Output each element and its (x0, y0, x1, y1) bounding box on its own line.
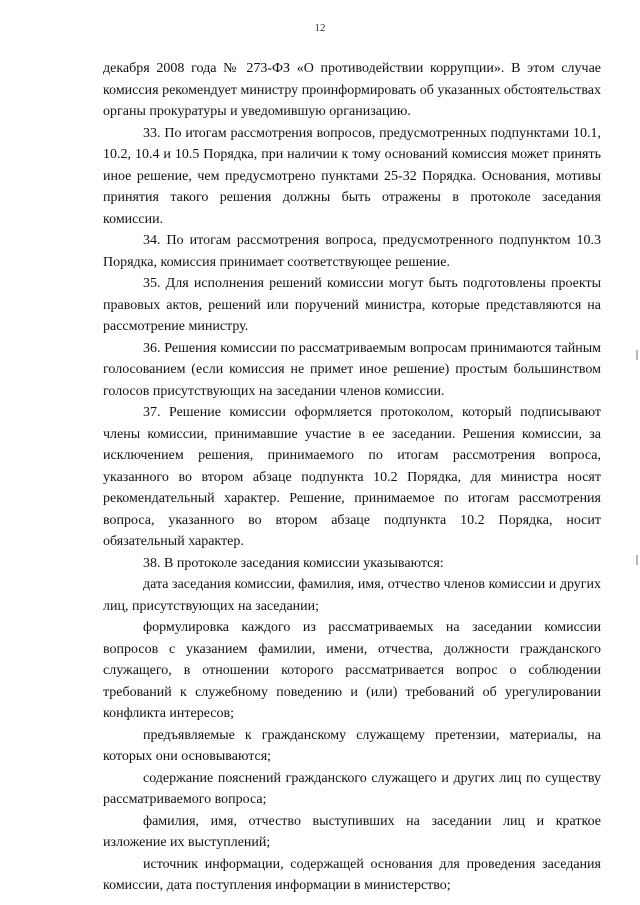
paragraph-36: 36. Решения комиссии по рассматриваемым вопросам принимаются тайным голосованием (если комиссия не примет иное решение) простым большинством голосов присутствующих на заседании членов комиссии. (103, 340, 601, 399)
paragraph-continuation: декабря 2008 года № 273-ФЗ «О противодействии коррупции». В этом случае комиссия рекомендует министру проинформировать об указанных обстоятельствах органы прокуратуры и уведомившую организацию. (103, 61, 601, 119)
scan-edge-mark (636, 350, 638, 360)
list-item-question-wording: формулировка каждого из рассматриваемых на заседании комиссии вопросов с указанием фамилии, имени, отчества, должности гражданского служащего, в отношении которого рассматривается вопрос о соблюдении требований к служебному поведению и (или) требований об урегулировании конфликта интересов; (103, 620, 601, 721)
paragraph-33: 33. По итогам рассмотрения вопросов, предусмотренных подпунктами 10.1, 10.2, 10.4 и 10.5 Порядка, при наличии к тому оснований комиссия может принять иное решение, чем предусмотрено пунктами 25-32 Порядка. Основания, мотивы принятия такого решения должны быть отражены в протоколе заседания комиссии. (103, 125, 601, 227)
list-item-explanations: содержание пояснений гражданского служащего и других лиц по существу рассматриваемого вопроса; (103, 770, 601, 807)
page-number: 12 (314, 22, 326, 34)
list-item-speakers: фамилия, имя, отчество выступивших на заседании лиц и краткое изложение их выступлений; (103, 813, 601, 850)
paragraph-35: 35. Для исполнения решений комиссии могут быть подготовлены проекты правовых актов, решений или поручений министра, которые представляются на рассмотрение министру. (103, 276, 601, 334)
list-item-meeting-date: дата заседания комиссии, фамилия, имя, отчество членов комиссии и других лиц, присутствующих на заседании; (103, 577, 601, 614)
paragraph-34: 34. По итогам рассмотрения вопроса, предусмотренного подпунктом 10.3 Порядка, комиссия принимает соответствующее решение. (103, 233, 601, 270)
list-item-information-source: источник информации, содержащей основания для проведения заседания комиссии, дата поступления информации в министерство; (103, 856, 601, 893)
document-body (103, 58, 601, 897)
paragraph-37: 37. Решение комиссии оформляется протоколом, который подписывают члены комиссии, принимавшие участие в ее заседании. Решения комиссии, за исключением решения, принимаемого по итогам рассмотрения вопроса, указанного во втором абзаце подпункта 10.2 Порядка, для министра носят рекомендательный характер. Решение, принимаемое по итогам рассмотрения вопроса, указанного во втором абзаце подпункта 10.2 Порядка, носит обязательный характер. (103, 405, 601, 549)
list-item-claims: предъявляемые к гражданскому служащему претензии, материалы, на которых они основываются; (103, 727, 601, 764)
scan-edge-mark (636, 555, 638, 565)
paragraph-38: 38. В протоколе заседания комиссии указываются: (143, 555, 444, 571)
